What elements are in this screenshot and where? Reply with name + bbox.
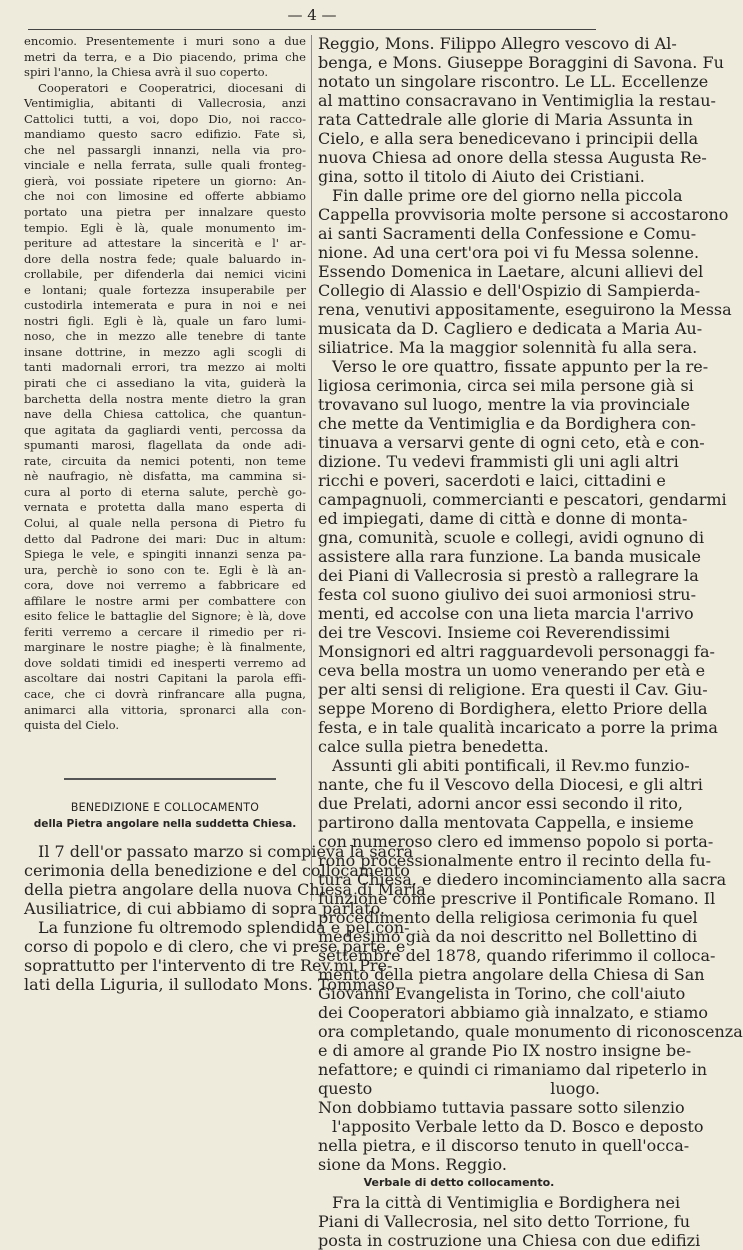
text-line: mandiamo questo sacro edifizio. Fate sì, xyxy=(24,127,306,142)
text-line: con numeroso clero ed immenso popolo si porta- xyxy=(318,832,714,851)
text-line: soprattutto per l'intervento di tre Rev.mi Pre- xyxy=(24,955,393,975)
text-line: Il 7 dell'or passato marzo si compieva la sacra xyxy=(38,841,414,861)
text-line: pirati che ci assediano la vita, guiderà la xyxy=(24,376,306,391)
text-line: metri da terra, e a Dio piacendo, prima che xyxy=(24,49,306,64)
text-line: nave della Chiesa cattolica, che quantun- xyxy=(24,407,306,422)
text-line: l'apposito Verbale letto da D. Bosco e deposto xyxy=(332,1117,704,1136)
text-line: vernata e protetta dalla mano esperta di xyxy=(24,500,306,515)
text-line: dore della nostra fede; quale baluardo in- xyxy=(24,251,306,266)
header-rule xyxy=(28,29,596,30)
text-line: ricchi e poveri, sacerdoti e laici, cittadini e xyxy=(318,471,666,490)
text-line: che nel passargli innanzi, nella via pro- xyxy=(24,142,306,157)
text-line: Non dobbiamo tuttavia passare sotto silenzio xyxy=(318,1098,685,1117)
text-line: questo luogo. xyxy=(318,1079,600,1098)
text-line: detto dal Padrone dei mari: Duc in altum: xyxy=(24,531,306,546)
text-line: portato una pietra per innalzare questo xyxy=(24,205,306,220)
text-line: nostri figli. Egli è là, quale un faro lumi- xyxy=(24,313,306,328)
section-subheading: della Pietra angolare nella suddetta Chiesa. xyxy=(33,817,297,830)
text-line: che mette da Ventimiglia e da Bordighera con- xyxy=(318,414,696,433)
text-line: calce sulla pietra benedetta. xyxy=(318,737,549,756)
section-heading: BENEDIZIONE E COLLOCAMENTO xyxy=(70,799,260,814)
text-line: ceva bella mostra un uomo venerando per età e xyxy=(318,661,706,680)
text-line: musicata da D. Cagliero e dedicata a Maria Au- xyxy=(318,319,703,338)
text-line: due Prelati, adorni ancor essi secondo il rito, xyxy=(318,794,683,813)
text-line: tanti madornali errori, tra mezzo ai molti xyxy=(24,360,306,375)
text-line: benga, e Mons. Giuseppe Boraggini di Savona. Fu xyxy=(318,53,724,72)
text-line: nefattore; e quindi ci rimaniamo dal ripeterlo in xyxy=(318,1060,708,1079)
text-line: ai santi Sacramenti della Confessione e Comu- xyxy=(318,224,697,243)
text-line: custodirla intemerata e pura in noi e nei xyxy=(24,298,306,313)
text-line: cace, che ci dovrà rinfrancare alla pugna, xyxy=(24,686,306,701)
text-line: encomio. Presentemente i muri sono a due xyxy=(24,34,306,48)
text-line: gierà, voi possiate ripetere un giorno: An- xyxy=(24,173,306,188)
text-line: dove soldati timidi ed inesperti verremo ad xyxy=(24,655,306,670)
text-line: ed impiegati, dame di città e donne di monta- xyxy=(318,509,688,528)
text-line: della pietra angolare della nuova Chiesa di Maria xyxy=(24,879,426,899)
text-line: ura, perchè io sono con te. Egli è là an- xyxy=(24,562,306,577)
exhortation-text xyxy=(24,34,306,734)
text-line: insane dottrine, in mezzo agli scogli di xyxy=(24,344,306,359)
text-line: rena, venutivi appositamente, eseguirono la Messa xyxy=(318,300,732,319)
text-line: Cooperatori e Cooperatrici, diocesani di xyxy=(38,80,306,95)
text-line: feriti verremo a cercare il rimedio per ri- xyxy=(24,624,306,639)
column-divider xyxy=(311,35,312,901)
text-line: nione. Ad una cert'ora poi vi fu Messa solenne. xyxy=(318,243,700,262)
text-line: Colui, al quale nella persona di Pietro fu xyxy=(24,515,306,530)
text-line: assistere alla rara funzione. La banda musicale xyxy=(318,547,701,566)
verbale-text xyxy=(318,1193,701,1250)
text-line: menti, ed accolse con una lieta marcia l'arrivo xyxy=(318,604,694,623)
text-line: Cielo, e alla sera benedicevano i principii della xyxy=(318,129,699,148)
text-line: barchetta della nostra mente dietro la gran xyxy=(24,391,306,406)
text-line: que agitata da gagliardi venti, percossa da xyxy=(24,422,306,437)
text-line: funzione come prescrive il Pontificale Romano. Il xyxy=(318,889,716,908)
text-line: rono processionalmente entro il recinto della fu- xyxy=(318,851,712,870)
text-line: periture ad attestare la sincerità e l' ar- xyxy=(24,236,306,251)
text-line: cura al porto di eterna salute, perchè go- xyxy=(24,484,306,499)
text-line: medesimo già da noi descritto nel Bollettino di xyxy=(318,927,698,946)
text-line: Cappella provvisoria molte persone si accostarono xyxy=(318,205,729,224)
text-line: La funzione fu oltremodo splendida e pel con- xyxy=(38,917,410,937)
text-line: crollabile, per difenderla dai nemici vicini xyxy=(24,267,306,282)
text-line: al mattino consacravano in Ventimiglia la restau- xyxy=(318,91,716,110)
text-line: rate, circuita da nemici potenti, non teme xyxy=(24,453,306,468)
text-line: quista del Cielo. xyxy=(24,718,120,733)
text-line: partirono dalla mentovata Cappella, e insieme xyxy=(318,813,694,832)
text-line: affilare le nostre armi per combattere con xyxy=(24,593,306,608)
text-line: festa, e in tale qualità incaricato a porre la prima xyxy=(318,718,718,737)
text-line: animarci alla vittoria, spronarci alla con- xyxy=(24,702,306,717)
text-line: ligiosa cerimonia, circa sei mila persone già si xyxy=(318,376,694,395)
text-line: Spiega le vele, e spingiti innanzi senza pa- xyxy=(24,547,306,562)
text-line: che noi con limosine ed offerte abbiamo xyxy=(24,189,306,204)
right-column xyxy=(318,34,743,1250)
ceremony-text xyxy=(24,841,426,994)
verbale-heading: Verbale di detto collocamento. xyxy=(363,1176,555,1189)
text-line: spiri l'anno, la Chiesa avrà il suo coperto. xyxy=(24,65,269,80)
text-line: settembre del 1878, quando riferimmo il colloca- xyxy=(318,946,716,965)
text-line: trovavano sul luogo, mentre la via provinciale xyxy=(318,395,690,414)
text-line: ora completando, quale monumento di riconoscenza xyxy=(318,1022,743,1041)
text-line: Cattolici tutti, a voi, dopo Dio, noi racco- xyxy=(24,111,306,126)
text-line: nella pietra, e il discorso tenuto in quell'occa- xyxy=(318,1136,690,1155)
text-line: festa col suono giulivo dei suoi armoniosi stru- xyxy=(318,585,697,604)
page-number: — 4 — xyxy=(287,6,337,24)
text-line: nante, che fu il Vescovo della Diocesi, e gli altri xyxy=(318,775,703,794)
text-line: ascoltare dai nostri Capitani la parola effi- xyxy=(24,671,306,686)
text-line: dizione. Tu vedevi frammisti gli uni agli altri xyxy=(318,452,679,471)
text-line: e lontani; quale fortezza insuperabile per xyxy=(24,282,306,297)
text-line: esito felice le battaglie del Signore; è là, dove xyxy=(24,609,306,624)
text-line: mento della pietra angolare della Chiesa di San xyxy=(318,965,705,984)
text-line: nè naufragio, nè disfatta, ma cammina si- xyxy=(24,469,306,484)
text-line: Essendo Domenica in Laetare, alcuni allievi del xyxy=(318,262,704,281)
text-line: Reggio, Mons. Filippo Allegro vescovo di Al- xyxy=(318,34,677,53)
text-line: tura Chiesa, e diedero incominciamento alla sacra xyxy=(318,870,727,889)
text-line: vinciale e nella ferrata, sulle quali fronteg- xyxy=(24,158,306,173)
text-line: e di amore al grande Pio IX nostro insigne be- xyxy=(318,1041,692,1060)
text-line: Ausiliatrice, di cui abbiamo di sopra parlato. xyxy=(24,898,385,918)
text-line: marginare le nostre piaghe; è là finalmente, xyxy=(24,640,306,655)
text-line: Giovanni Evangelista in Torino, che coll'aiuto xyxy=(318,984,686,1003)
text-line: per alti sensi di religione. Era questi il Cav. Giu- xyxy=(318,680,708,699)
text-line: corso di popolo e di clero, che vi prese parte, e xyxy=(24,936,406,956)
text-line: Monsignori ed altri ragguardevoli personaggi fa- xyxy=(318,642,715,661)
text-line: Verso le ore quattro, fissate appunto per la re- xyxy=(332,357,709,376)
text-line: posta in costruzione una Chiesa con due edifizi xyxy=(318,1231,701,1250)
text-line: Fin dalle prime ore del giorno nella piccola xyxy=(332,186,683,205)
text-line: siliatrice. Ma la maggior solennità fu alla sera. xyxy=(318,338,698,357)
text-line: nuova Chiesa ad onore della stessa Augusta Re- xyxy=(318,148,707,167)
text-line: campagnuoli, commercianti e pescatori, gendarmi xyxy=(318,490,727,509)
text-line: tempio. Egli è là, quale monumento im- xyxy=(24,220,306,235)
text-line: Collegio di Alassio e dell'Ospizio di Sampierda- xyxy=(318,281,701,300)
left-column xyxy=(24,34,426,994)
text-line: dei tre Vescovi. Insieme coi Reverendissimi xyxy=(318,623,670,642)
text-line: cora, dove noi verremo a fabbricare ed xyxy=(24,578,306,593)
text-line: procedimento della religiosa cerimonia fu quel xyxy=(318,908,698,927)
text-line: Piani di Vallecrosia, nel sito detto Torrione, fu xyxy=(318,1212,691,1231)
text-line: gina, sotto il titolo di Aiuto dei Cristiani. xyxy=(318,167,645,186)
text-line: cerimonia della benedizione e del collocamento xyxy=(24,860,410,880)
text-line: Fra la città di Ventimiglia e Bordighera nei xyxy=(332,1193,681,1212)
text-line: noso, che in mezzo alle tenebre di tante xyxy=(24,329,306,344)
text-line: Ventimiglia, abitanti di Vallecrosia, anzi xyxy=(24,96,306,111)
text-line: notato un singolare riscontro. Le LL. Eccellenze xyxy=(318,72,709,91)
ceremony-continued-text xyxy=(318,34,743,1174)
text-line: rata Cattedrale alle glorie di Maria Assunta in xyxy=(318,110,693,129)
text-line: sione da Mons. Reggio. xyxy=(318,1155,507,1174)
text-line: seppe Moreno di Bordighera, eletto Priore della xyxy=(318,699,708,718)
text-line: spumanti marosi, flagellata da onde adi- xyxy=(24,438,306,453)
text-line: lati della Liguria, il sullodato Mons. Tommaso xyxy=(24,974,395,994)
text-line: tinuava a versarvi gente di ogni ceto, età e con- xyxy=(318,433,705,452)
section-divider xyxy=(64,778,276,780)
text-line: dei Cooperatori abbiamo già innalzato, e stiamo xyxy=(318,1003,709,1022)
text-line: dei Piani di Vallecrosia si prestò a rallegrare la xyxy=(318,566,699,585)
text-line: gna, comunità, scuole e collegi, avidi ognuno di xyxy=(318,528,705,547)
text-line: Assunti gli abiti pontificali, il Rev.mo funzio- xyxy=(332,756,690,775)
